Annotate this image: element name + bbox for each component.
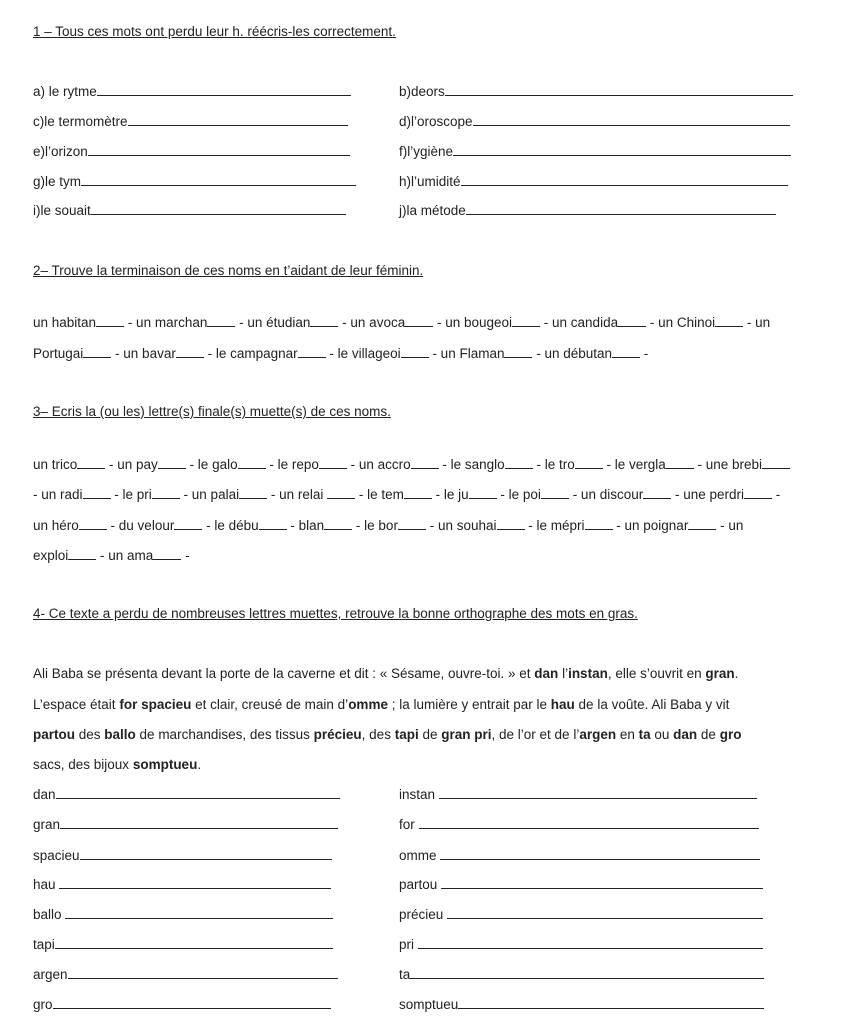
word-stem: - du velour bbox=[106, 518, 175, 533]
blank-line[interactable] bbox=[618, 325, 646, 327]
item-row bbox=[399, 203, 776, 218]
answer-line[interactable] bbox=[453, 154, 791, 156]
text-run: . bbox=[197, 757, 202, 772]
answer-word: pri bbox=[399, 937, 418, 952]
blank-line[interactable] bbox=[762, 467, 790, 469]
word-stem: - le galo bbox=[185, 457, 238, 472]
item-row bbox=[33, 174, 356, 189]
blank-line[interactable] bbox=[504, 356, 532, 358]
item-word: i)le souait bbox=[33, 203, 91, 218]
word-stem: - le débu bbox=[202, 518, 259, 533]
blank-line[interactable] bbox=[298, 356, 326, 358]
answer-line[interactable] bbox=[128, 124, 348, 126]
word-stem: - un relai bbox=[267, 487, 328, 502]
bold-word: omme bbox=[348, 697, 388, 712]
word-stem: - une brebi bbox=[693, 457, 763, 472]
answer-line[interactable] bbox=[91, 213, 346, 215]
exercise-1-title: 1 – Tous ces mots ont perdu leur h. réécris-les correctement. bbox=[33, 24, 396, 39]
text-run: ou bbox=[650, 727, 674, 742]
word-stem: - le mépri bbox=[524, 518, 585, 533]
item-word: c)le termomètre bbox=[33, 114, 128, 129]
answer-row bbox=[399, 997, 764, 1012]
bold-word: partou bbox=[33, 727, 75, 742]
word-stem: - un bougeoi bbox=[433, 315, 513, 330]
answer-row bbox=[33, 848, 332, 863]
word-stem: - un débutan bbox=[532, 346, 613, 361]
answer-word: gran bbox=[33, 817, 61, 832]
text-run: , elle s’ouvrit en bbox=[607, 666, 706, 681]
answer-word: tapi bbox=[33, 937, 55, 952]
word-stem: - un marchan bbox=[124, 315, 208, 330]
answer-line[interactable] bbox=[65, 917, 333, 919]
text-run: , des bbox=[361, 727, 395, 742]
bold-word: instan bbox=[568, 666, 608, 681]
word-stem: - un accro bbox=[346, 457, 411, 472]
answer-word: hau bbox=[33, 877, 60, 892]
answer-word: partou bbox=[399, 877, 442, 892]
blank-line[interactable] bbox=[174, 528, 202, 530]
item-word: a) le rytme bbox=[33, 84, 97, 99]
answer-row bbox=[33, 787, 340, 802]
blank-line[interactable] bbox=[319, 467, 347, 469]
text-run: en bbox=[616, 727, 639, 742]
word-stem: - un souhai bbox=[425, 518, 497, 533]
word-stem: - un bbox=[716, 518, 744, 533]
answer-line[interactable] bbox=[55, 947, 333, 949]
word-stem: exploi bbox=[33, 548, 69, 563]
word-stem: - le sanglo bbox=[438, 457, 505, 472]
answer-word: instan bbox=[399, 787, 439, 802]
answer-line[interactable] bbox=[60, 827, 338, 829]
blank-line[interactable] bbox=[688, 528, 716, 530]
blank-line[interactable] bbox=[612, 356, 640, 358]
text-run: l’ bbox=[558, 666, 569, 681]
word-stem: - un bbox=[743, 315, 771, 330]
answer-line[interactable] bbox=[445, 94, 793, 96]
item-row bbox=[399, 84, 793, 99]
answer-line[interactable] bbox=[81, 184, 356, 186]
word-stem: - le repo bbox=[265, 457, 319, 472]
blank-line[interactable] bbox=[259, 528, 287, 530]
word-stem: - blan bbox=[286, 518, 325, 533]
word-stem: - bbox=[640, 346, 649, 361]
answer-row bbox=[399, 817, 759, 832]
answer-line[interactable] bbox=[440, 858, 760, 860]
answer-row bbox=[399, 967, 764, 982]
answer-word: précieu bbox=[399, 907, 448, 922]
blank-line[interactable] bbox=[153, 558, 181, 560]
word-stem: - un Flaman bbox=[428, 346, 505, 361]
blank-line[interactable] bbox=[239, 497, 267, 499]
bold-word: dan bbox=[534, 666, 559, 681]
answer-line[interactable] bbox=[68, 977, 338, 979]
blank-line[interactable] bbox=[643, 497, 671, 499]
word-stem: - un Chinoi bbox=[646, 315, 716, 330]
text-line bbox=[33, 757, 201, 772]
blank-line[interactable] bbox=[715, 325, 743, 327]
text-line bbox=[33, 727, 741, 742]
blank-line[interactable] bbox=[666, 467, 694, 469]
item-word: b)deors bbox=[399, 84, 445, 99]
text-run: de la voûte. Ali Baba y vit bbox=[574, 697, 730, 712]
bold-word: somptueu bbox=[132, 757, 198, 772]
word-line bbox=[33, 518, 743, 533]
blank-line[interactable] bbox=[541, 497, 569, 499]
answer-line[interactable] bbox=[441, 887, 763, 889]
word-line bbox=[33, 548, 190, 563]
answer-line[interactable] bbox=[439, 797, 757, 799]
item-row bbox=[399, 144, 791, 159]
exercise-3-title: 3– Ecris la (ou les) lettre(s) finale(s) muette(s) de ces noms. bbox=[33, 404, 391, 419]
word-stem: - une perdri bbox=[671, 487, 745, 502]
text-run: de bbox=[418, 727, 442, 742]
answer-row bbox=[399, 877, 763, 892]
answer-word: spacieu bbox=[33, 848, 80, 863]
word-stem: - le poi bbox=[496, 487, 541, 502]
word-stem: - le bor bbox=[352, 518, 398, 533]
exercise-2-title: 2– Trouve la terminaison de ces noms en t’aidant de leur féminin. bbox=[33, 263, 424, 278]
answer-word: gro bbox=[33, 997, 53, 1012]
item-word: j)la métode bbox=[399, 203, 466, 218]
item-row bbox=[33, 84, 351, 99]
text-run: de marchandises, des tissus bbox=[135, 727, 314, 742]
item-row bbox=[33, 203, 346, 218]
text-run: sacs, des bijoux bbox=[33, 757, 133, 772]
answer-line[interactable] bbox=[56, 797, 340, 799]
word-stem: - un poignar bbox=[612, 518, 689, 533]
word-line bbox=[33, 487, 780, 502]
answer-line[interactable] bbox=[473, 124, 790, 126]
answer-word: dan bbox=[33, 787, 56, 802]
text-run: et clair, creusé de main d’ bbox=[191, 697, 349, 712]
answer-row bbox=[33, 937, 333, 952]
answer-line[interactable] bbox=[418, 947, 763, 949]
blank-line[interactable] bbox=[404, 497, 432, 499]
blank-line[interactable] bbox=[411, 467, 439, 469]
blank-line[interactable] bbox=[207, 325, 235, 327]
answer-word: somptueu bbox=[399, 997, 459, 1012]
text-run: des bbox=[75, 727, 105, 742]
word-stem: - un avoca bbox=[338, 315, 406, 330]
item-word: g)le tym bbox=[33, 174, 82, 189]
blank-line[interactable] bbox=[401, 356, 429, 358]
word-stem: - bbox=[181, 548, 190, 563]
bold-word: argen bbox=[579, 727, 617, 742]
blank-line[interactable] bbox=[497, 528, 525, 530]
item-word: d)l’oroscope bbox=[399, 114, 473, 129]
answer-line[interactable] bbox=[97, 94, 351, 96]
answer-line[interactable] bbox=[88, 154, 350, 156]
answer-line[interactable] bbox=[53, 1007, 331, 1009]
exercise-4-title: 4- Ce texte a perdu de nombreuses lettres muettes, retrouve la bonne orthographe des mots en gras. bbox=[33, 606, 638, 621]
bold-word: gran bbox=[705, 666, 735, 681]
blank-line[interactable] bbox=[575, 467, 603, 469]
answer-row bbox=[33, 967, 338, 982]
blank-line[interactable] bbox=[585, 528, 613, 530]
answer-line[interactable] bbox=[419, 827, 759, 829]
word-stem: - un discour bbox=[568, 487, 644, 502]
answer-word: ballo bbox=[33, 907, 66, 922]
word-stem: - un candida bbox=[540, 315, 619, 330]
item-row bbox=[399, 114, 790, 129]
bold-word: ta bbox=[638, 727, 651, 742]
word-stem: - le ju bbox=[431, 487, 469, 502]
item-row bbox=[33, 144, 350, 159]
answer-line[interactable] bbox=[461, 184, 788, 186]
blank-line[interactable] bbox=[77, 467, 105, 469]
answer-word: argen bbox=[33, 967, 68, 982]
answer-row bbox=[33, 997, 331, 1012]
answer-row bbox=[33, 817, 338, 832]
blank-line[interactable] bbox=[310, 325, 338, 327]
answer-line[interactable] bbox=[80, 858, 332, 860]
answer-line[interactable] bbox=[410, 977, 764, 979]
text-run: , de l’or et de l’ bbox=[491, 727, 580, 742]
answer-line[interactable] bbox=[447, 917, 763, 919]
answer-row bbox=[399, 787, 757, 802]
word-stem: - le campagnar bbox=[203, 346, 298, 361]
blank-line[interactable] bbox=[398, 528, 426, 530]
text-run: Ali Baba se présenta devant la porte de la caverne et dit : « Sésame, ouvre-toi. » et bbox=[33, 666, 535, 681]
bold-word: for spacieu bbox=[119, 697, 192, 712]
answer-word: ta bbox=[399, 967, 411, 982]
word-stem: Portugai bbox=[33, 346, 84, 361]
bold-word: gran pri bbox=[441, 727, 492, 742]
word-stem: - un radi bbox=[33, 487, 83, 502]
blank-line[interactable] bbox=[469, 497, 497, 499]
word-stem: un habitan bbox=[33, 315, 97, 330]
word-stem: - un pay bbox=[105, 457, 158, 472]
answer-word: for bbox=[399, 817, 419, 832]
word-stem: - un étudian bbox=[235, 315, 311, 330]
text-run: ; la lumière y entrait par le bbox=[387, 697, 551, 712]
blank-line[interactable] bbox=[96, 325, 124, 327]
word-stem: - le tem bbox=[355, 487, 404, 502]
blank-line[interactable] bbox=[505, 467, 533, 469]
item-word: f)l’ygiène bbox=[399, 144, 454, 159]
item-word: h)l’umidité bbox=[399, 174, 461, 189]
answer-row bbox=[399, 907, 763, 922]
bold-word: tapi bbox=[394, 727, 419, 742]
blank-line[interactable] bbox=[79, 528, 107, 530]
answer-row bbox=[399, 937, 763, 952]
item-row bbox=[399, 174, 788, 189]
bold-word: gro bbox=[719, 727, 742, 742]
text-run: . bbox=[734, 666, 739, 681]
bold-word: dan bbox=[673, 727, 698, 742]
answer-row bbox=[399, 848, 760, 863]
word-stem: - le tro bbox=[532, 457, 575, 472]
text-run: de bbox=[697, 727, 720, 742]
bold-word: précieu bbox=[313, 727, 362, 742]
word-stem: - un bavar bbox=[111, 346, 176, 361]
text-line bbox=[33, 666, 738, 681]
answer-row bbox=[33, 877, 331, 892]
word-stem: - le vergla bbox=[602, 457, 666, 472]
blank-line[interactable] bbox=[405, 325, 433, 327]
word-line bbox=[33, 457, 790, 472]
blank-line[interactable] bbox=[176, 356, 204, 358]
text-line bbox=[33, 697, 729, 712]
blank-line[interactable] bbox=[324, 528, 352, 530]
word-stem: - un palai bbox=[179, 487, 240, 502]
blank-line[interactable] bbox=[512, 325, 540, 327]
word-stem: - le villageoi bbox=[325, 346, 401, 361]
word-stem: un héro bbox=[33, 518, 79, 533]
item-word: e)l’orizon bbox=[33, 144, 88, 159]
bold-word: ballo bbox=[104, 727, 136, 742]
answer-line[interactable] bbox=[59, 887, 331, 889]
blank-line[interactable] bbox=[83, 497, 111, 499]
answer-row bbox=[33, 907, 333, 922]
word-line bbox=[33, 315, 770, 330]
word-stem: un trico bbox=[33, 457, 78, 472]
blank-line[interactable] bbox=[152, 497, 180, 499]
bold-word: hau bbox=[550, 697, 575, 712]
word-line bbox=[33, 346, 648, 361]
blank-line[interactable] bbox=[158, 467, 186, 469]
answer-word: omme bbox=[399, 848, 441, 863]
text-run: L’espace était bbox=[33, 697, 120, 712]
word-stem: - bbox=[772, 487, 781, 502]
word-stem: - le pri bbox=[110, 487, 152, 502]
answer-line[interactable] bbox=[466, 213, 776, 215]
answer-line[interactable] bbox=[458, 1007, 764, 1009]
blank-line[interactable] bbox=[68, 558, 96, 560]
blank-line[interactable] bbox=[327, 497, 355, 499]
item-row bbox=[33, 114, 348, 129]
blank-line[interactable] bbox=[744, 497, 772, 499]
blank-line[interactable] bbox=[83, 356, 111, 358]
word-stem: - un ama bbox=[96, 548, 154, 563]
blank-line[interactable] bbox=[238, 467, 266, 469]
